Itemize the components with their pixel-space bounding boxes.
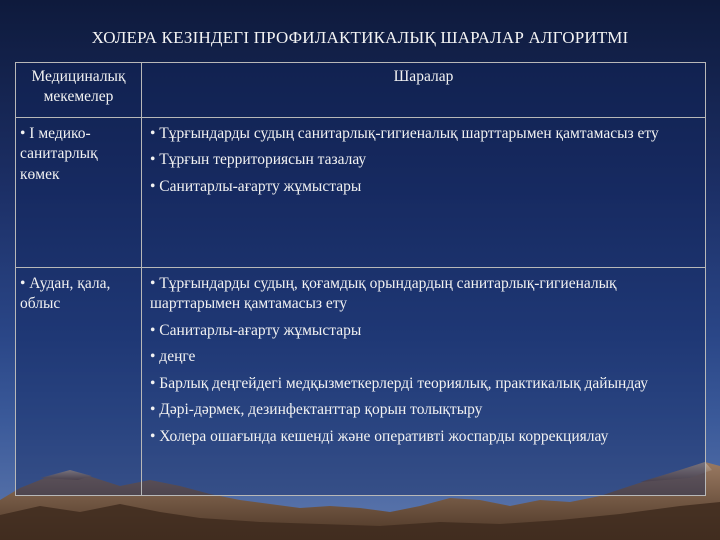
- table-header-row: [16, 63, 706, 118]
- institution-cell: • І медико-санитарлық көмек: [16, 118, 142, 268]
- measure-item: • Тұрғын территориясын тазалау: [150, 151, 367, 169]
- algorithm-table: [15, 62, 706, 496]
- measure-item: • Барлық деңгейдегі медқызметкерлерді теориялық, практикалық дайындау: [150, 374, 649, 392]
- measure-item: • Холера ошағында кешенді және оперативті жоспарды коррекциялау: [150, 427, 609, 445]
- measure-item: • Санитарлы-ағарту жұмыстары: [150, 321, 362, 339]
- table-row: [16, 268, 706, 496]
- measures-cell: [142, 118, 706, 268]
- header-measures: Шаралар: [142, 63, 706, 118]
- table-row: [16, 118, 706, 268]
- measure-item: • деңге: [150, 348, 196, 366]
- measures-cell: [142, 268, 706, 496]
- measure-item: • Тұрғындарды судың, қоғамдық орындардың санитарлық-гигиеналық шарттарымен қамтамасыз ету: [150, 275, 617, 313]
- header-institutions: Медициналық мекемелер: [16, 63, 142, 118]
- measure-item: • Санитарлы-ағарту жұмыстары: [150, 177, 362, 195]
- institution-cell: • Аудан, қала, облыс: [16, 268, 142, 496]
- measure-item: • Тұрғындарды судың санитарлық-гигиеналық шарттарымен қамтамасыз ету: [150, 125, 659, 142]
- slide-title: ХОЛЕРА КЕЗІНДЕГІ ПРОФИЛАКТИКАЛЫҚ ШАРАЛАР АЛГОРИТМІ: [91, 28, 629, 47]
- measure-item: • Дәрі-дәрмек, дезинфектанттар қорын толықтыру: [150, 401, 483, 419]
